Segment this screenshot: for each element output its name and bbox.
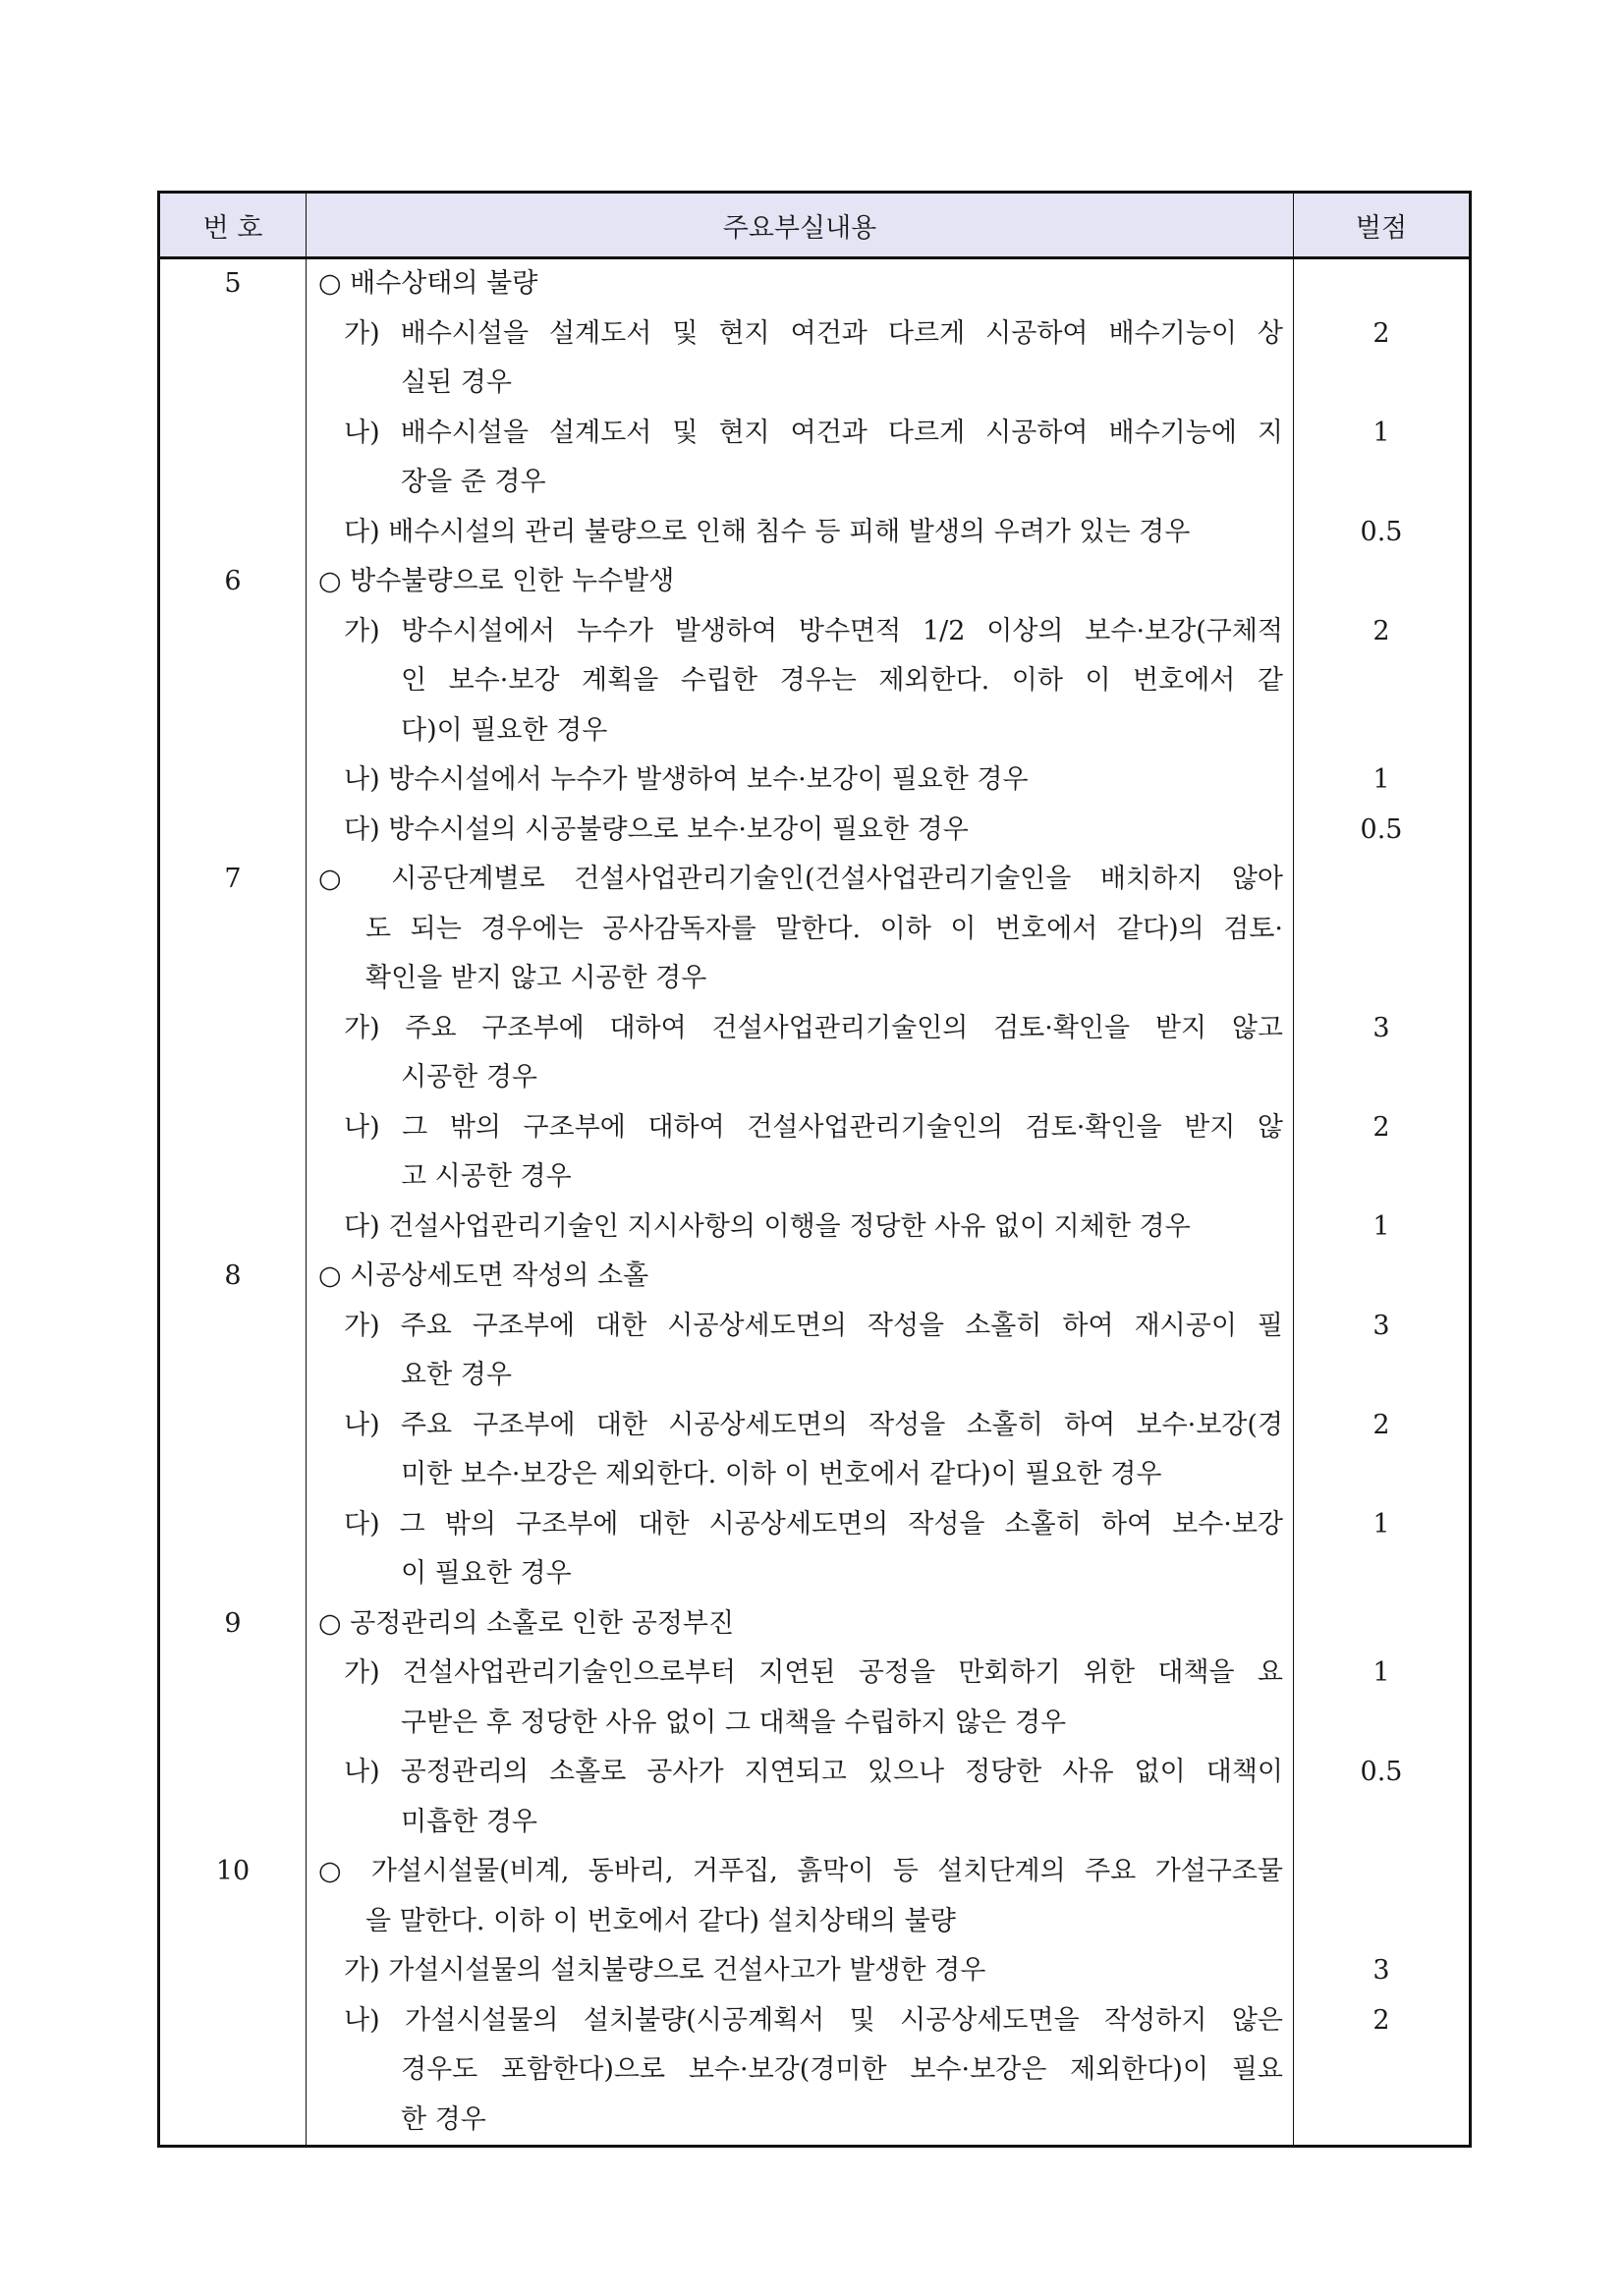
penalty-points: 2: [1372, 2004, 1390, 2036]
penalty-points: 0.5: [1360, 813, 1403, 845]
row-points-cell: [1294, 557, 1471, 855]
penalty-points: 1: [1372, 1210, 1390, 1242]
sub-item-line: 요한 경우: [401, 1360, 512, 1390]
header-number: 번 호: [159, 193, 307, 258]
table-row: [159, 557, 1471, 855]
penalty-points: 1: [1372, 1508, 1390, 1540]
sub-item-line: 나) 공정관리의 소홀로 공사가 지연되고 있으나 정당한 사유 없이 대책이: [344, 1757, 1283, 1787]
sub-item-line: 인 보수·보강 계획을 수립한 경우는 제외한다. 이하 이 번호에서 같: [401, 665, 1283, 696]
penalty-points: [1294, 855, 1469, 905]
sub-item-line: 다) 건설사업관리기술인 지시사항의 이행을 정당한 사유 없이 지체한 경우: [344, 1210, 1191, 1242]
row-points-cell: [1294, 1847, 1471, 2147]
penalty-points: [1294, 557, 1469, 607]
row-number-cell: [159, 1847, 307, 2147]
penalty-points: [1294, 1351, 1469, 1401]
penalty-points: 0.5: [1360, 516, 1403, 547]
sub-item-line: 미한 보수·보강은 제외한다. 이하 이 번호에서 같다)이 필요한 경우: [401, 1459, 1162, 1489]
item-heading-line: 을 말한다. 이하 이 번호에서 같다) 설치상태의 불량: [365, 1905, 956, 1936]
penalty-points: 2: [1372, 615, 1390, 646]
row-points-cell: [1294, 1599, 1471, 1848]
penalty-points: [1294, 1847, 1469, 1897]
row-number: 8: [224, 1260, 242, 1291]
penalty-points: [1294, 954, 1469, 1004]
penalty-points: 1: [1372, 417, 1390, 448]
penalty-points: [1294, 259, 1469, 309]
penalty-points: [1294, 1252, 1469, 1302]
table-header-row: [159, 193, 1471, 258]
table-body: [159, 258, 1471, 2147]
penalty-points: 1: [1372, 1657, 1390, 1688]
sub-item-line: 가) 배수시설을 설계도서 및 현지 여건과 다르게 시공하여 배수기능이 상: [344, 317, 1283, 349]
sub-item-line: 가) 주요 구조부에 대하여 건설사업관리기술인의 검토·확인을 받지 않고: [344, 1012, 1283, 1043]
sub-item-line: 시공한 경우: [401, 1062, 537, 1092]
sub-item-line: 한 경우: [401, 2103, 486, 2135]
sub-item-line: 나) 방수시설에서 누수가 발생하여 보수·보강이 필요한 경우: [344, 764, 1029, 795]
penalty-points: [1294, 1699, 1469, 1749]
penalty-points: 2: [1372, 1111, 1390, 1143]
penalty-points: [1294, 706, 1469, 756]
item-heading-line: 도 되는 경우에는 공사감독자를 말한다. 이하 이 번호에서 같다)의 검토·: [365, 913, 1283, 944]
item-heading-line: ○ 시공상세도면 작성의 소홀: [318, 1260, 649, 1291]
penalty-points: 3: [1372, 1012, 1390, 1043]
table-row: [159, 1599, 1471, 1848]
penalty-points: [1294, 2096, 1469, 2146]
row-number: 9: [224, 1607, 242, 1639]
row-number-cell: [159, 258, 307, 558]
sub-item-line: 가) 주요 구조부에 대한 시공상세도면의 작성을 소홀히 하여 재시공이 필: [344, 1310, 1283, 1341]
row-number: 7: [224, 864, 242, 894]
sub-item-line: 가) 방수시설에서 누수가 발생하여 방수면적 1/2 이상의 보수·보강(구체적: [344, 615, 1283, 646]
table-row: [159, 1847, 1471, 2147]
sub-item-line: 미흡한 경우: [401, 1806, 537, 1837]
sub-item-line: 다)이 필요한 경우: [401, 714, 608, 746]
penalty-points: 0.5: [1360, 1757, 1403, 1787]
sub-item-line: 다) 그 밖의 구조부에 대한 시공상세도면의 작성을 소홀히 하여 보수·보강: [344, 1508, 1283, 1540]
penalty-points: [1294, 1450, 1469, 1500]
sub-item-line: 나) 주요 구조부에 대한 시공상세도면의 작성을 소홀히 하여 보수·보강(경: [344, 1409, 1283, 1440]
row-number-cell: [159, 855, 307, 1252]
row-number-cell: [159, 1599, 307, 1848]
penalty-points: [1294, 1152, 1469, 1203]
row-number-cell: [159, 557, 307, 855]
penalty-points: [1294, 1053, 1469, 1103]
penalty-points: [1294, 2045, 1469, 2096]
sub-item-line: 이 필요한 경우: [401, 1558, 572, 1589]
item-heading-line: ○ 시공단계별로 건설사업관리기술인(건설사업관리기술인을 배치하지 않아: [318, 864, 1283, 894]
row-content-cell: [307, 1252, 1294, 1599]
penalty-points: [1294, 905, 1469, 955]
item-heading-line: ○ 가설시설물(비계, 동바리, 거푸집, 흙막이 등 설치단계의 주요 가설구조물: [318, 1856, 1283, 1886]
row-content-cell: [307, 1847, 1294, 2147]
item-heading-line: 확인을 받지 않고 시공한 경우: [365, 963, 707, 993]
row-number: 6: [224, 566, 242, 596]
penalty-table: [157, 191, 1472, 2148]
sub-item-line: 나) 배수시설을 설계도서 및 현지 여건과 다르게 시공하여 배수기능에 지: [344, 417, 1283, 448]
sub-item-line: 장을 준 경우: [401, 467, 546, 497]
row-number-cell: [159, 1252, 307, 1599]
penalty-points: [1294, 1798, 1469, 1848]
table-row: [159, 258, 1471, 558]
sub-item-line: 나) 가설시설물의 설치불량(시공계획서 및 시공상세도면을 작성하지 않은: [344, 2004, 1283, 2036]
penalty-points: [1294, 359, 1469, 409]
header-content: 주요부실내용: [307, 193, 1294, 258]
penalty-points: [1294, 1599, 1469, 1650]
sub-item-line: 구받은 후 정당한 사유 없이 그 대책을 수립하지 않은 경우: [401, 1707, 1067, 1738]
table-row: [159, 1252, 1471, 1599]
sub-item-line: 가) 건설사업관리기술인으로부터 지연된 공정을 만회하기 위한 대책을 요: [344, 1657, 1283, 1688]
sub-item-line: 다) 방수시설의 시공불량으로 보수·보강이 필요한 경우: [344, 813, 969, 845]
row-content-cell: [307, 855, 1294, 1252]
penalty-points: 3: [1372, 1955, 1390, 1986]
penalty-points: [1294, 1897, 1469, 1947]
row-number: 5: [224, 268, 242, 299]
penalty-points: [1294, 656, 1469, 706]
sub-item-line: 가) 가설시설물의 설치불량으로 건설사고가 발생한 경우: [344, 1955, 986, 1986]
row-content-cell: [307, 258, 1294, 558]
row-points-cell: [1294, 258, 1471, 558]
item-heading-line: ○ 배수상태의 불량: [318, 268, 538, 299]
sub-item-line: 나) 그 밖의 구조부에 대하여 건설사업관리기술인의 검토·확인을 받지 않: [344, 1111, 1283, 1143]
sub-item-line: 고 시공한 경우: [401, 1161, 572, 1192]
penalty-points: 2: [1372, 317, 1390, 349]
row-points-cell: [1294, 1252, 1471, 1599]
table-row: [159, 855, 1471, 1252]
sub-item-line: 다) 배수시설의 관리 불량으로 인해 침수 등 피해 발생의 우려가 있는 경우: [344, 516, 1191, 547]
row-content-cell: [307, 557, 1294, 855]
penalty-points: [1294, 1549, 1469, 1599]
row-number: 10: [215, 1856, 251, 1886]
header-points: 벌점: [1294, 193, 1471, 258]
item-heading-line: ○ 공정관리의 소홀로 인한 공정부진: [318, 1607, 735, 1639]
sub-item-line: 경우도 포함한다)으로 보수·보강(경미한 보수·보강은 제외한다)이 필요: [401, 2054, 1283, 2085]
penalty-points: 2: [1372, 1409, 1390, 1440]
item-heading-line: ○ 방수불량으로 인한 누수발생: [318, 566, 675, 596]
penalty-points: [1294, 458, 1469, 508]
row-content-cell: [307, 1599, 1294, 1848]
penalty-points: 1: [1372, 764, 1390, 795]
penalty-points: 3: [1372, 1310, 1390, 1341]
row-points-cell: [1294, 855, 1471, 1252]
sub-item-line: 실된 경우: [401, 367, 512, 398]
